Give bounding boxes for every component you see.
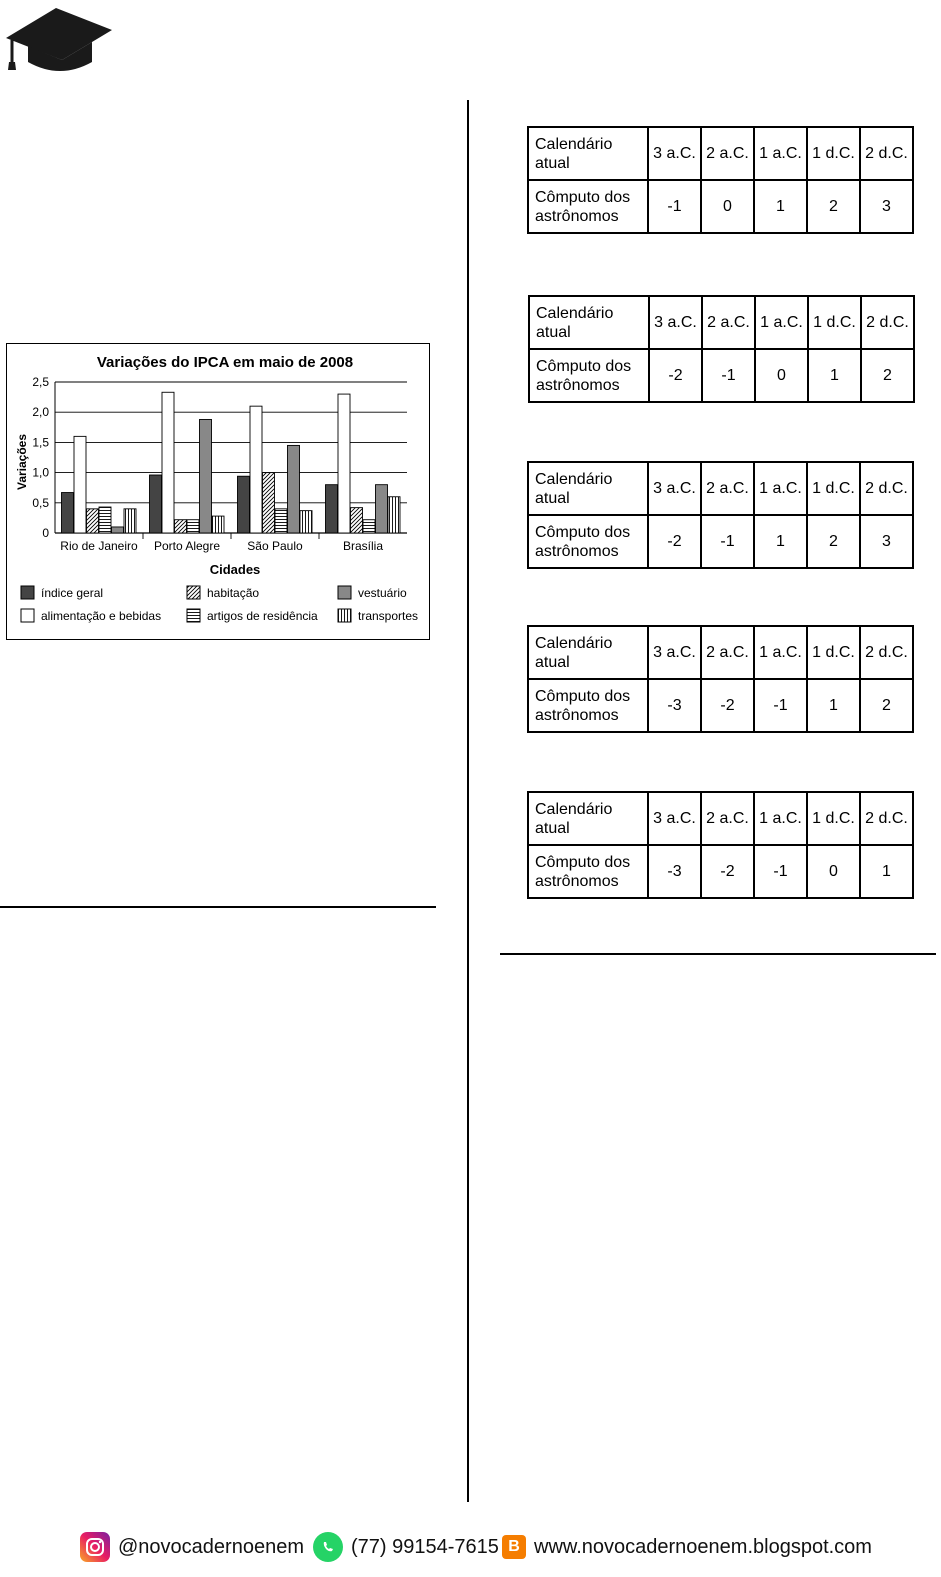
- y-tick-label: 2,0: [32, 405, 49, 420]
- right-section-rule: [500, 953, 936, 955]
- option-table: [527, 791, 914, 899]
- footer-whatsapp[interactable]: [313, 1525, 499, 1569]
- table-cell: 1 a.C.: [754, 462, 807, 515]
- chart-title: Variações do IPCA em maio de 2008: [96, 354, 354, 371]
- bar: [288, 445, 300, 533]
- table-cell: 2 a.C.: [701, 127, 754, 180]
- table-cell: 3 a.C.: [648, 626, 701, 679]
- bar: [187, 520, 199, 533]
- table-cell: 2 d.C.: [860, 127, 913, 180]
- instagram-icon: [80, 1532, 110, 1562]
- y-axis-label: Variações: [15, 433, 29, 491]
- table-cell: -2: [649, 349, 702, 402]
- table-cell: 2: [861, 349, 914, 402]
- table-cell: 1 a.C.: [755, 296, 808, 349]
- legend-label: artigos de residência: [207, 609, 318, 623]
- option-table: [527, 625, 914, 733]
- table-cell: 1: [807, 679, 860, 732]
- footer-blogger[interactable]: [502, 1525, 872, 1569]
- table-cell: -2: [648, 515, 701, 568]
- astronomers-row: [529, 349, 914, 402]
- table-cell: -1: [754, 679, 807, 732]
- table-cell: 2 a.C.: [701, 792, 754, 845]
- whatsapp-icon: [313, 1532, 343, 1562]
- row-label: Calendário atual: [528, 462, 648, 515]
- astronomers-row: [528, 515, 913, 568]
- bar: [200, 419, 212, 533]
- bar: [62, 493, 74, 533]
- bar: [388, 497, 400, 533]
- bar: [238, 476, 250, 533]
- table-cell: 2 d.C.: [860, 626, 913, 679]
- footer: [0, 1525, 941, 1569]
- table-cell: 2 d.C.: [861, 296, 914, 349]
- table-cell: -1: [702, 349, 755, 402]
- calendar-row: [528, 792, 913, 845]
- table-cell: 2: [807, 180, 860, 233]
- bar: [338, 394, 350, 533]
- calendar-row: [528, 462, 913, 515]
- footer-instagram[interactable]: [80, 1525, 304, 1569]
- table-cell: 1 a.C.: [754, 792, 807, 845]
- bar: [263, 473, 275, 533]
- calendar-row: [529, 296, 914, 349]
- x-tick-label: Porto Alegre: [153, 539, 221, 553]
- legend-label: vestuário: [358, 586, 407, 600]
- option-table: [527, 126, 914, 234]
- table-cell: 0: [755, 349, 808, 402]
- table-cell: 1 d.C.: [808, 296, 861, 349]
- table-cell: -3: [648, 679, 701, 732]
- table-cell: 2 a.C.: [701, 462, 754, 515]
- y-tick-label: 2,5: [32, 375, 49, 389]
- bar: [250, 406, 262, 533]
- bar: [99, 507, 111, 533]
- table-cell: 3 a.C.: [648, 127, 701, 180]
- x-tick-label: Rio de Janeiro: [60, 539, 138, 553]
- table-cell: 1: [754, 515, 807, 568]
- table-cell: 1: [754, 180, 807, 233]
- legend-label: transportes: [358, 609, 419, 623]
- table-cell: 3: [860, 515, 913, 568]
- instagram-handle: @novocadernoenem: [118, 1535, 304, 1558]
- x-axis-label: Cidades: [209, 562, 261, 577]
- table-cell: 3 a.C.: [648, 792, 701, 845]
- option-table: [527, 461, 914, 569]
- table-cell: 1 d.C.: [807, 127, 860, 180]
- ipca-chart-svg: [7, 344, 431, 641]
- calendar-row: [528, 127, 913, 180]
- legend-swatch: [21, 609, 34, 622]
- table-cell: -1: [648, 180, 701, 233]
- bar: [124, 509, 136, 533]
- legend-swatch: [21, 586, 34, 599]
- table-cell: 2: [807, 515, 860, 568]
- table-cell: -3: [648, 845, 701, 898]
- row-label: Calendário atual: [529, 296, 649, 349]
- bar: [212, 516, 224, 533]
- table-cell: -2: [701, 845, 754, 898]
- table-cell: -1: [754, 845, 807, 898]
- table-cell: 1: [860, 845, 913, 898]
- table-cell: 1 a.C.: [754, 127, 807, 180]
- table-cell: 1: [808, 349, 861, 402]
- blogger-url: www.novocadernoenem.blogspot.com: [534, 1535, 872, 1558]
- option-table: [528, 295, 915, 403]
- row-label: Cômputo dos astrônomos: [528, 679, 648, 732]
- row-label: Cômputo dos astrônomos: [528, 845, 648, 898]
- table-cell: 1 a.C.: [754, 626, 807, 679]
- whatsapp-number: (77) 99154-7615: [351, 1535, 499, 1558]
- calendar-row: [528, 626, 913, 679]
- row-label: Calendário atual: [528, 127, 648, 180]
- x-tick-label: São Paulo: [247, 539, 303, 553]
- y-tick-label: 1,0: [32, 465, 49, 480]
- bar: [351, 508, 363, 533]
- legend-swatch: [338, 586, 351, 599]
- left-section-rule: [0, 906, 436, 908]
- bar: [74, 436, 86, 533]
- legend-swatch: [187, 586, 200, 599]
- row-label: Cômputo dos astrônomos: [528, 515, 648, 568]
- legend-swatch: [187, 609, 200, 622]
- table-cell: 1 d.C.: [807, 792, 860, 845]
- legend-label: habitação: [207, 586, 260, 600]
- ipca-chart: [6, 343, 430, 640]
- table-cell: -1: [701, 515, 754, 568]
- table-cell: 0: [701, 180, 754, 233]
- table-cell: 3 a.C.: [648, 462, 701, 515]
- bar: [363, 520, 375, 533]
- astronomers-row: [528, 845, 913, 898]
- row-label: Calendário atual: [528, 792, 648, 845]
- y-tick-label: 0: [42, 526, 49, 540]
- table-cell: 1 d.C.: [807, 462, 860, 515]
- row-label: Cômputo dos astrônomos: [529, 349, 649, 402]
- table-cell: 0: [807, 845, 860, 898]
- table-cell: 2 d.C.: [860, 792, 913, 845]
- blogger-icon: B: [502, 1535, 526, 1559]
- y-tick-label: 1,5: [32, 435, 49, 450]
- astronomers-row: [528, 180, 913, 233]
- bar: [376, 485, 388, 533]
- legend-label: alimentação e bebidas: [41, 609, 162, 623]
- row-label: Calendário atual: [528, 626, 648, 679]
- table-cell: -2: [701, 679, 754, 732]
- table-cell: 3 a.C.: [649, 296, 702, 349]
- bar: [300, 511, 312, 533]
- column-divider: [467, 100, 469, 1502]
- legend-swatch: [338, 609, 351, 622]
- bar: [162, 392, 174, 533]
- row-label: Cômputo dos astrônomos: [528, 180, 648, 233]
- bar: [326, 485, 338, 533]
- y-tick-label: 0,5: [32, 495, 49, 510]
- table-cell: 1 d.C.: [807, 626, 860, 679]
- table-cell: 3: [860, 180, 913, 233]
- bar: [275, 509, 287, 533]
- table-cell: 2: [860, 679, 913, 732]
- graduation-cap-icon: [4, 2, 114, 74]
- table-cell: 2 a.C.: [702, 296, 755, 349]
- table-cell: 2 d.C.: [860, 462, 913, 515]
- bar: [150, 475, 162, 533]
- legend-label: índice geral: [41, 586, 104, 600]
- table-cell: 2 a.C.: [701, 626, 754, 679]
- bar: [112, 527, 124, 533]
- x-tick-label: Brasília: [342, 539, 384, 553]
- astronomers-row: [528, 679, 913, 732]
- bar: [87, 509, 99, 533]
- bar: [175, 520, 187, 533]
